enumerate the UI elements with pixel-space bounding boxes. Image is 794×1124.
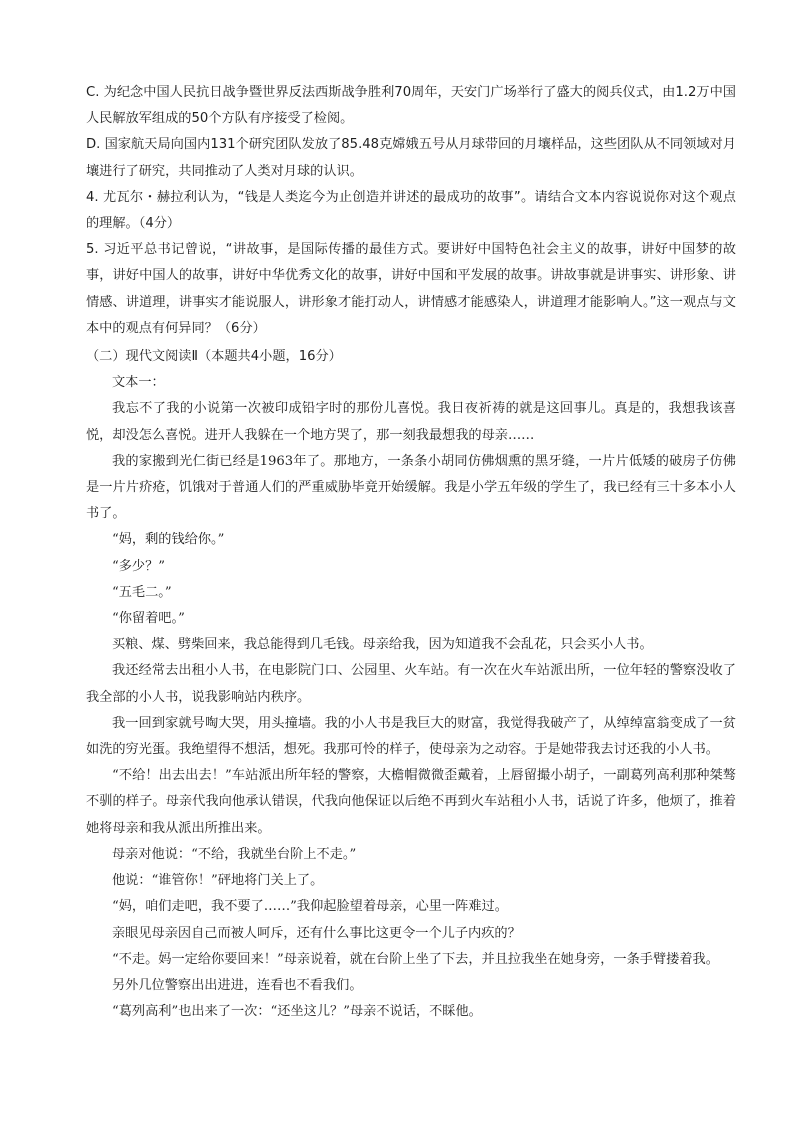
- question-5: 5. 习近平总书记曾说，“讲故事，是国际传播的最佳方式。要讲好中国特色社会主义的故事，讲好中国梦的故事，讲好中国人的故事，讲好中华优秀文化的故事，讲好中国和平发展的故事。讲故事就是讲事实、讲形象、讲情感、讲道理，讲事实才能说服人，讲形象才能打动人，讲情感才能感染人，讲道理才能影响人。”这一观点与文本中的观点有何异同？（6分）: [86, 242, 736, 336]
- question-4: 4. 尤瓦尔・赫拉利认为，“钱是人类迄今为止创造并讲述的最成功的故事”。请结合文本内容说说你对这个观点的理解。（4分）: [86, 189, 736, 232]
- story-paragraph: 我还经常去出租小人书，在电影院门口、公园里、火车站。有一次在火车站派出所，一位年轻的警察没收了我全部的小人书，说我影响站内秩序。: [86, 663, 736, 705]
- story-paragraph: “多少？”: [112, 558, 166, 574]
- story-paragraph: 他说：“谁管你！”砰地将门关上了。: [112, 873, 324, 889]
- text-label: 文本一：: [112, 375, 165, 391]
- story-paragraph: “五毛二。”: [112, 584, 172, 600]
- story-paragraph: “妈，咱们走吧，我不要了……”我仰起脸望着母亲，心里一阵难过。: [112, 899, 508, 915]
- story-paragraph: 母亲对他说：“不给，我就坐台阶上不走。”: [112, 846, 357, 862]
- story-paragraph: 我一回到家就号啕大哭，用头撞墙。我的小人书是我巨大的财富，我觉得我破产了，从绰绰富翁变成了一贫如洗的穷光蛋。我绝望得不想活，想死。我那可怜的样子，使母亲为之动容。于是她带我去讨还我的小人书。: [86, 715, 736, 758]
- story-paragraph: “你留着吧。”: [112, 611, 185, 627]
- option-c: C. 为纪念中国人民抗日战争暨世界反法西斯战争胜利70周年，天安门广场举行了盛大的阅兵仪式，由1.2万中国人民解放军组成的50个方队有序接受了检阅。: [86, 85, 736, 127]
- story-paragraph: 亲眼见母亲因自己而被人呵斥，还有什么事比这更令一个儿子内疚的？: [112, 925, 521, 941]
- story-paragraph: 我的家搬到光仁街已经是1963年了。那地方，一条条小胡同仿佛烟熏的黑牙缝，一片片低矮的破房子仿佛是一片片疥疮，饥饿对于普通人们的严重威胁毕竟开始缓解。我是小学五年级的学生了，我已经有三十多本小人书了。: [86, 453, 736, 522]
- story-paragraph: 买粮、煤、劈柴回来，我总能得到几毛钱。母亲给我，因为知道我不会乱花，只会买小人书。: [112, 637, 653, 653]
- story-paragraph: “妈，剩的钱给你。”: [112, 532, 225, 548]
- story-paragraph: “不走。妈一定给你要回来！”母亲说着，就在台阶上坐了下去，并且拉我坐在她身旁，一条手臂搂着我。: [112, 951, 719, 967]
- option-d: D. 国家航天局向国内131个研究团队发放了85.48克嫦娥五号从月球带回的月壤样品，这些团队从不同领域对月壤进行了研究，共同推动了人类对月球的认识。: [86, 137, 736, 179]
- story-paragraph: “不给！出去出去！”车站派出所年轻的警察，大檐帽微微歪戴着，上唇留撮小胡子，一副葛列高利那种桀骜不驯的样子。母亲代我向他承认错误，代我向他保证以后绝不再到火车站租小人书，话说了许多，他烦了，推着她将母亲和我从派出所推出来。: [86, 768, 736, 836]
- story-paragraph: “葛列高利”也出来了一次：“还坐这儿？”母亲不说话，不睬他。: [112, 1004, 482, 1020]
- document-page: [86, 80, 736, 1025]
- story-paragraph: 我忘不了我的小说第一次被印成铅字时的那份儿喜悦。我日夜祈祷的就是这回事儿。真是的，我想我该喜悦，却没怎么喜悦。进开人我躲在一个地方哭了，那一刻我最想我的母亲……: [86, 401, 736, 443]
- story-paragraph: 另外几位警察出出进进，连看也不看我们。: [112, 977, 363, 993]
- section-title: （二）现代文阅读Ⅱ（本题共4小题，16分）: [86, 349, 342, 365]
